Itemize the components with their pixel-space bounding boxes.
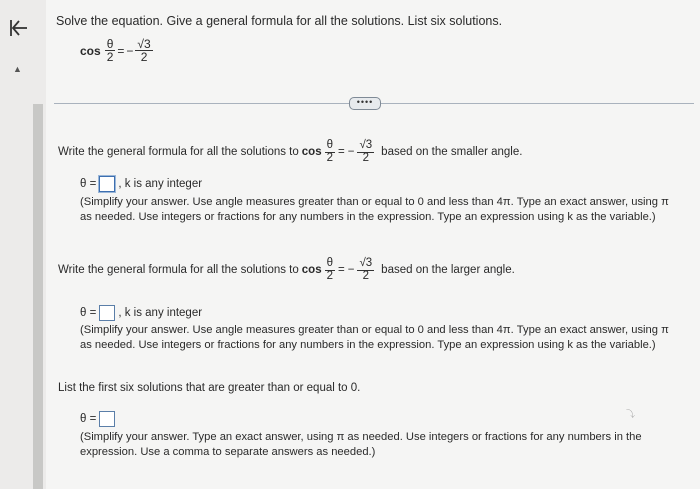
eq-sign: − — [126, 43, 134, 58]
part1-prompt-line — [58, 140, 522, 164]
part3-prompt: List the first six solutions that are greater than or equal to 0. — [58, 382, 361, 394]
part2-eq-lhs-den: 2 — [326, 269, 334, 282]
eq-lhs-den: 2 — [106, 50, 114, 64]
part1-eq-lhs-den: 2 — [326, 151, 334, 164]
eq-function: cos — [80, 43, 101, 58]
part2-prompt: Write the general formula for all the solutions to — [58, 264, 299, 276]
part1-hint: (Simplify your answer. Use angle measures greater than or equal to 0 and less than 4π. Type an exact answer, using π as needed. Use integers or fractions for any numbers in the expression. Type an expression using k as the variable.) — [80, 196, 669, 223]
part3-answer-line — [80, 411, 115, 427]
eq-equals: = — [117, 43, 125, 58]
scrollbar[interactable] — [33, 104, 43, 489]
question-panel — [46, 0, 700, 489]
scroll-up-icon[interactable]: ▲ — [13, 64, 22, 74]
part2-eq-rhs-fraction — [357, 258, 374, 282]
part1-answer-prefix: θ = — [80, 178, 97, 190]
part2-eq-rhs-num: √3 — [359, 257, 373, 269]
part1-eq-equals: = — [338, 146, 345, 158]
eq-lhs-num: θ — [106, 37, 114, 51]
part2-answer-line — [80, 305, 202, 321]
part2-suffix: based on the larger angle. — [381, 264, 515, 276]
part2-eq-rhs-den: 2 — [362, 269, 370, 282]
expand-button[interactable]: •••• — [349, 97, 381, 110]
part2-answer-input[interactable] — [99, 305, 115, 321]
part1-eq-lhs-fraction — [325, 140, 335, 164]
part2-answer-prefix: θ = — [80, 307, 97, 319]
part1-eq-sign: − — [347, 146, 355, 158]
back-to-first-icon[interactable] — [6, 16, 30, 40]
eq-rhs-fraction — [135, 38, 152, 63]
part2-answer-suffix: , k is any integer — [118, 307, 203, 319]
left-rail — [0, 0, 46, 489]
pointer-cursor-icon: ⤵ — [626, 409, 636, 419]
part1-eq-rhs-num: √3 — [359, 139, 373, 151]
part1-eq-rhs-den: 2 — [362, 151, 370, 164]
part1-suffix: based on the smaller angle. — [381, 146, 523, 158]
eq-lhs-fraction — [105, 38, 116, 63]
part1-answer-line — [80, 176, 202, 192]
part1-eq-lhs-num: θ — [326, 139, 334, 151]
part1-prompt: Write the general formula for all the solutions to — [58, 146, 299, 158]
part3-answer-input[interactable] — [99, 411, 115, 427]
main-equation — [80, 38, 153, 63]
part2-eq-function: cos — [301, 264, 322, 276]
part3-answer-prefix: θ = — [80, 413, 97, 425]
part2-eq-lhs-num: θ — [326, 257, 334, 269]
part2-eq-sign: − — [347, 264, 355, 276]
part1-eq-rhs-fraction — [357, 140, 374, 164]
part2-prompt-line — [58, 258, 515, 282]
part1-eq-function: cos — [301, 146, 322, 158]
eq-rhs-num: √3 — [137, 37, 151, 51]
part2-eq-lhs-fraction — [325, 258, 335, 282]
eq-rhs-den: 2 — [140, 50, 148, 64]
part2-eq-equals: = — [338, 264, 345, 276]
part2-hint: (Simplify your answer. Use angle measures greater than or equal to 0 and less than 4π. Type an exact answer, using π as needed. Use integers or fractions for any numbers in the expression. Type an expression using k as the variable.) — [80, 324, 669, 351]
part1-answer-suffix: , k is any integer — [118, 178, 203, 190]
question-instructions: Solve the equation. Give a general formula for all the solutions. List six solutions. — [56, 14, 503, 28]
part1-answer-input[interactable] — [99, 176, 115, 192]
part3-hint: (Simplify your answer. Type an exact answer, using π as needed. Use integers or fractions for any numbers in the expression. Use a comma to separate answers as needed.) — [80, 431, 642, 458]
